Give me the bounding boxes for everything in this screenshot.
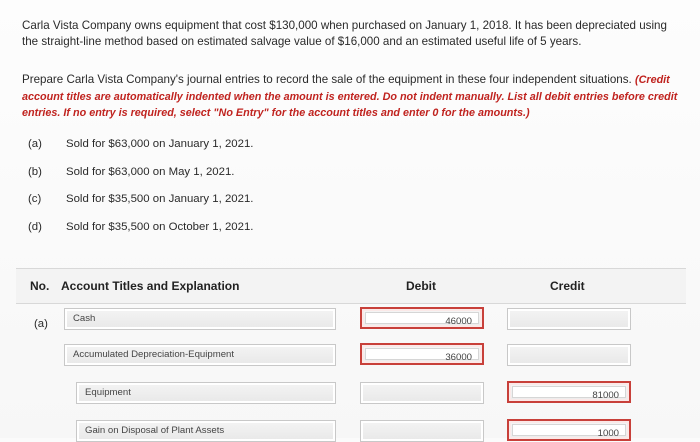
debit-amount-input[interactable] [360,343,484,365]
table-header [16,268,686,304]
situation-letter: (b) [28,165,42,178]
header-credit: Credit [550,279,585,293]
header-debit: Debit [406,279,436,293]
situation-letter: (a) [28,138,42,150]
credit-amount-input[interactable] [507,381,631,403]
situation-letter: (c) [28,193,42,205]
situation-item [22,138,422,166]
credit-amount-input[interactable] [507,344,631,366]
debit-amount-value: 46000 [365,312,479,324]
debit-amount-input[interactable] [360,382,484,404]
account-title-input[interactable]: Accumulated Depreciation-Equipment [64,344,336,366]
debit-amount-input[interactable] [360,420,484,442]
problem-statement: Carla Vista Company owns equipment that cost $130,000 when purchased on January 1, 2018. It has been depreciated using the straight-line method based on estimated salvage value of $16,000 and an estimated useful life of 5 years. [22,19,667,48]
account-title-input[interactable]: Gain on Disposal of Plant Assets [76,420,336,442]
situation-item [22,221,422,249]
situation-letter: (d) [28,220,42,233]
instructions-text: Prepare Carla Vista Company's journal entries to record the sale of the equipment in these four independent situations. [22,73,635,86]
situation-text: Sold for $35,500 on January 1, 2021. [66,193,254,205]
debit-amount-input[interactable] [360,307,484,329]
situation-text: Sold for $35,500 on October 1, 2021. [66,220,254,233]
situations-list [22,138,422,248]
credit-amount-value: 1000 [512,424,626,436]
situation-text: Sold for $63,000 on January 1, 2021. [66,138,254,150]
situation-text: Sold for $63,000 on May 1, 2021. [66,165,235,178]
account-title-input[interactable]: Equipment [76,382,336,404]
credit-amount-value: 81000 [512,386,626,398]
debit-amount-value: 36000 [365,348,479,360]
instructions-note: (Credit account titles are automatically indented when the amount is entered. Do not indent manually. List all debit entries before credit entries. If no entry is required, select "No Entry" for the account titles and enter 0 for the amounts.) [22,74,678,119]
credit-amount-input[interactable] [507,308,631,330]
situation-item [22,166,422,194]
journal-entry-table [0,268,700,438]
header-no: No. [30,279,50,293]
account-title-input[interactable]: Cash [64,308,336,330]
situation-item [22,193,422,221]
instructions [22,72,690,122]
header-account: Account Titles and Explanation [61,279,240,293]
entry-row-label: (a) [34,318,48,330]
